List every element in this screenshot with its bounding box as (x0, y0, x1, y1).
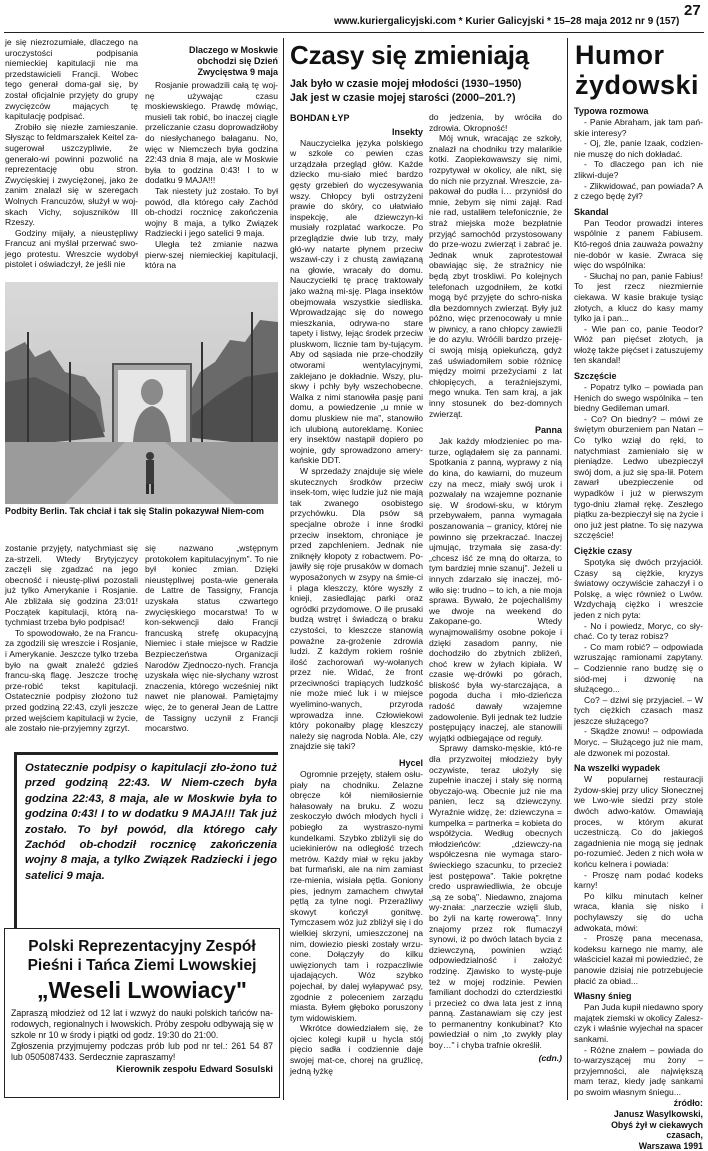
col2-mid-text (145, 543, 278, 734)
humor-text (574, 106, 703, 1151)
paragraph: Spotyka się dwóch przyjaciół. Czasy są ciężkie, kryzys światowy oczywiście zahaczył i o Polskę, a więc również o Lwów. Wzdychają ciężko i wreszcie jeden z nich pyta: (574, 556, 703, 620)
paragraph: - To dlaczego pan ich nie zlikwi-duje? (574, 159, 703, 180)
paragraph: - Proszę nam podać kodeks karny! (574, 869, 703, 891)
humor-heading: Szczęście (574, 371, 617, 382)
page-header (0, 0, 708, 32)
continued-sign: (cdn.) (538, 1052, 562, 1063)
article-col-1 (290, 112, 423, 1076)
paragraph: się nazwano „wstępnym protokołem kapitulacyjnym". To nie był koniec zmian. Dzięki nieustępliwej posta-wie generała de Lattre de Tassigny, Francja uzyskała status czwartego zwycięskiego mocarstwa! To w kon-sekwencji dało Francji francuską strefę okupacyjną Niemiec i stałe miejsce w Radzie Bezpieczeństwa Organizacji Narodów Zjednoczo-nych. Francja uzyskała więc nie-słychany wzrost znaczenia, którego wcześniej nikt nawet nie planował. Pamiętajmy więc, że to generał Jean de Lattre de Tassigny uczynił z Francji mocarstwo. (145, 543, 278, 734)
paragraph: - Popatrz tylko – powiada pan Henich do swego wspólnika – ten biedny Gedileman umarł. (574, 382, 703, 414)
article-title: Czasy się zmieniają (290, 40, 529, 70)
humor-heading: Typowa rozmowa (574, 106, 649, 116)
article-author: BOHDAN ŁYP (290, 113, 350, 123)
ensemble-ad (4, 928, 280, 1098)
source-block (574, 1098, 703, 1151)
column-divider-right (567, 38, 568, 1100)
humor-heading: Ciężkie czasy (574, 545, 633, 556)
paragraph: W popularnej restauracji żydow-skiej przy ulicy Słonecznej we Lwo-wie siedzi przy stole dwóch adwo-katów. Omawiają proces, w którym akurat uczestniczą. Co do jakiegoś zagadnienia nie mogą się jednak po-rozumieć. Jeden z nich woła w końcu kelnera i powiada: (574, 774, 703, 869)
header-site-line: www.kuriergalicyjski.com * Kurier Galicyjski * 15–28 maja 2012 nr 9 (157) (334, 16, 680, 27)
paragraph: Tak niestety już zostało. To był powód, dla którego cały Zachód ob-chodzi rocznicę zakończenia wojny 8 maja, a tylko Związek Radziecki i jego satelici 9 maja. (145, 185, 278, 239)
page-number: 27 (684, 2, 701, 19)
col1-mid-text (5, 543, 138, 734)
article-col-2 (429, 112, 562, 1063)
paragraph: - Zlikwidować, pan powiada? A z czego będę żył? (574, 180, 703, 202)
source-label: źródło: (673, 1098, 703, 1109)
humor-heading: Własny śnieg (574, 991, 632, 1002)
col1-top-text (5, 37, 138, 270)
paragraph: Sprawy damsko-męskie, któ-re dla przyzwoitej młodzieży były oczywiste, teraz ułożyły się zupełnie inaczej i stały się normą obyczajo-wą. Obecnie już nie ma panien, lecz są dziewczyny. Wyraźnie widzę, że: dziewczyna = kumpelka = partnerka = kobieta do współżycia. Według obecnych młodzieńców: „dziewczy-na współczesna nie wymaga staro-świeckiego szacunku, to przecież jest postępowa". Takie pokrętne credo usprawiedliwia, że obcuje „są ze sobą". Niedawno, znajoma wy-znała: „narzeczie wzięli ślub, bo żyli na kartę rowerową". Inny znajomy przez rok flumaczył synowi, iż po dwóch latach bycia z dziewczyną, powinien wziąć odpowiedzialność i założyć rodzinę. Zjawisko to wystę-puje też w mojej rodzinie. Pewien familiant dochodzi do czterdziestki i przecież co dwa lata jest z inną panną. Zastanawiam się czy jest to permanentny konkubinat? Kto powiedział o nim „to zwykły play boy…" i chyba trafnie określił. (429, 743, 562, 1051)
paragraph: Nauczycielka języka polskiego w szkole co pewien czas urządzała przegląd głów. Każde dziecko mu-siało mieć bardzo gęsty grzebień do wyczesywania wszy. Chłopcy byli ostrzyżeni prawie do skóry, co ułatwiało inspekcję, ale dziewczyn-ki musiały rozplatać warkocze. Po przeglądzie dwie lub trzy, mały głó-wy natarte płynem przeciw wszawi-czy i z chustą zawiązaną na głowie, wracały do domu. Nauczycielki tę pracę traktowały jako ważną mi-sję. Plaga insektów obejmowała wszystkie siedliska. Wprowadzając się do nowego mieszkania, odrywa-no stare tapety i listwy, lejąc środek przeciw pluskwom, licznie tam by-tującym. Aby od sąsiada nie prze-chodziły otworami wentylacyjnymi, zaklejano je dokładnie. Wszy, plu-skwy i pchły były wszechobecne. Walka z nimi stanowiła pasję pani domu, a powiedzenie „u mnie w domu pluskiew nie ma", stanowiło ich ulubioną autoreklamę. Koniec ery insektów nastąpił dopiero po wojnie, gdy sprowadzono amery-kańskie DDT. (290, 137, 423, 466)
paragraph: Co? – dziwi się przyjaciel. – W tych ciężkich czasach masz jeszcze służącego? (574, 694, 703, 726)
paragraph: Mój wnuk, wracając ze szkoły, znalazł na chodniku trzy malarikie kotki. Zaopiekowawszy się nimi, rozpytywał w okolicy, ale nikt, się do nich nie przyznał. Wreszcie, za-pakował do pudła i… przyniósł do mnie, żebym się nimi zajął. Rad nie rad, ustaliłem telefonicznie, że straż miejska może bezpłatnie przyjąć samochód przystosowany do prze-wozu zwierząt i zabrać je. Jednak wnuk zaprotestował obawiając się, że strażnicy nie będą zbyt troskliwi. Po kolejnych telefonach uzgodniłem, że kotki mogą być przyjęte do schro-niska dla bezdomnych zwierząt. Były już późno, więc przenocowały u mnie w piwnicy, a rano chłopcy zawieźli je do azylu. Wróćili bardzo przeję-ci swoją misją opiekuńczą, gdyż zaś uświadomiłem sobie różnicę między moimi przeżyciami z lat chłopięcych, a teraźniejszymi, mego wnuka. Ten sam kraj, a jak inny stosunek do bez-domnych zwierząt. (429, 133, 562, 419)
paragraph: - Różne znałem – powiada do to-warzyszącej mu żony – przyjemności, ale największą mam teraz, kiedy jadę sankami po swoim własnym śniegu... (574, 1044, 703, 1097)
header-rule (4, 32, 704, 33)
section-heading-insekty: Insekty (391, 126, 423, 137)
source-line: czasach, (666, 1130, 703, 1141)
paragraph: Ogromnie przejęty, stałem osłu-piały na chodniku. Żelazne obręcze kół niemiłosiernie hałasowały na bruku. Z wozu zeskoczyło dwóch młodych hycli i pobiegło za wystraszo-nymi kundelkami. Szybko zbliżyli się do uciekinierów na odległość trzech metrów. Każdy miał w ręku jakby bat furmański, ale na nim zamiast rze-mienia, wisiała pętla. Goniony pies, jednym zamachem chwytał pętlą za tylne nogi. Przerażliwy skowyt kończył gonitwę. Tymczasem wóz już zbliżył się i do wielkiej skrzyni, umieszczonej na nim, dowiezio pieski zostały wrzu-cone. Dołączyły do kilku uwięzionych tam i rozpaczliwie ujadających. Wóz szybko pojechał, by dalej wyłapywać psy, zgodnie z poleceniem zarządu miasta. Byłem głęboko poruszony tym widowiskiem. (290, 769, 423, 1023)
paragraph: W sprzedaży znajduje się wiele skutecznych środków przeciw insek-tom, więc ludzie już nie mają tak zwanego osobistego przychówku. Dla psów są specjalne obroże i inne środki przeciw insektom, chroniące je przed zapchleniem. Jednak nie zniknęły kłopoty z robactwem. Po-jawiły się roje prusaków w domach wyposażonych w zsypy na śmie-ci i plaga kleszczy, które wyszły z knieji, zasiedlając parki oraz ogródki przydomowe. O ile prusaki budzą wstręt i świadczą o braku czystości, to kleszcze stanowią poważne za-grożenie zdrowia ludzi. Z każdym rokiem rośnie ilość zachorowań wy-wołanych przez nie. Widać, że front przeciwności trapiących ludzkość nie może mieć luk i w miejsce wyelimino-wanych, przyroda wprowadza inne. Człowiekowi który pokonałby plagę kleszczy należy się nagroda Nobla. Ale, czy znajdzie się taki? (290, 466, 423, 752)
paragraph: - Proszę pana mecenasa, kodeksu karnego nie mamy, ale właściciel kazał mi powiedzieć, że panowie dzisiaj nie potrzebujecie płacić za obiad... (574, 933, 703, 986)
section-heading-hycel: Hycel (398, 758, 423, 769)
paragraph: - No i powiedz, Moryc, co sły-chać. Co ty teraz robisz? (574, 620, 703, 642)
humor-heading: Skandal (574, 206, 609, 217)
section-heading-panna: Panna (534, 425, 562, 436)
col2-top-text (145, 37, 278, 271)
paragraph: - Panie Abraham, jak tam pań-skie interesy? (574, 117, 703, 138)
ad-body: Zapraszą młodzież od 12 lat i wzwyż do nauki polskich tańców na-rodowych, regionalnych i lwowskich. Próby zespołu odbywają się w szkole nr 10 w środy i piątki od godz. 19:30 do 21:00. (11, 1008, 273, 1040)
paragraph: - Oj, źle, panie Izaak, codzien-nie muszę do nich dokładać. (574, 138, 703, 159)
photo-berlin (5, 282, 278, 504)
humor-title-1: Humor (575, 40, 665, 70)
paragraph: zostanie przyjęty, natychmiast się za-strzeli. Wtedy Brytyjczycy zaczęli się zgadzać na jego obecność i nieustę-pliwi pozostali już tylko Amerykanie i Rosjanie. Ale zbliżała się godzina 23:01! Początek kapitulacji, którą na-tychmiast trzeba było podpisać! (5, 543, 138, 628)
paragraph: To spowodowało, że na Francu-za zgodzili się wreszcie i Rosjanie, i Amerykanie. Jeszcze tylko trzeba było na gwałt znaleźć gdzieś francu-ską flagę. Jeszcze trochę prze-robić tekst kapitulacji. Ostatecznie podpisy złożono tuż przed godziną 22:43, czyli jeszcze przed wejściem kapitulacji w życie, ale zostało nie-przyjemny zgrzyt. (5, 627, 138, 734)
paragraph: Zrobiło się niezłe zamieszanie. Słysząc to feldmarszałek Keitel za-sugerował uszczypliwie, że generało-wi powinni pozwolić na reprezentację obu stron. Zwycięskiej i zwyciężonej, jako że zanim znalazł się w szeregach Wolnych Francuzów, służył w woj-skach Vichy, sojuszników III Rzeszy. (5, 121, 138, 228)
article-subtitle-2: Jak jest w czasie mojej starości (2000–201.?) (290, 92, 516, 104)
ad-signature: Kierownik zespołu Edward Sosulski (116, 1064, 273, 1074)
paragraph: - Skądże znowu! – odpowiada Moryc. – Służącego już nie mam, ale dzwonek mi pozostał. (574, 726, 703, 758)
ad-contact: Zgłoszenia przyjmujemy podczas prób lub pod nr tel.: 261 54 87 lub 0505087433. Serdecznie zapraszamy! (11, 1041, 273, 1062)
paragraph: - Co mam robić? – odpowiada wzruszając ramionami zapytany. – Codziennie rano budzę się o siód-mej i dzwonię na służącego... (574, 641, 703, 695)
paragraph: Wkrótce dowiedziałem się, że ojciec kolegi kupił u hycla stój pięcio sadła i codziennie daje swojej mat-ce, chorej na gruźlicę, jedną łyżkę (290, 1023, 423, 1076)
humor-title-2: żydowski (575, 70, 700, 100)
pull-quote: Ostatecznie podpisy o kapitulacji zło-żono tuż przed godziną 22:43. W Niem-czech była godzina 22:43, 8 maja, ale w Moskwie była to godzina 0:43! I to w dodatku 9 MAJA!!! Tak już zostało. To był powód, dla którego cały Zachód ob-chodził rocznicę zakończenia wojny 8 maja, a tylko Związek Radziecki i jego satelici 9 maja. (25, 762, 277, 882)
section-heading: Dlaczego w Moskwie obchodzi się Dzień Zwycięstwa 9 maja (188, 45, 278, 77)
photo-caption: Podbity Berlin. Tak chciał i tak się Stalin pokazywał Niem-com (5, 506, 264, 516)
ad-title-line-3: „Weseli Lwowiacy" (37, 977, 247, 1003)
source-line: Obyś żył w ciekawych (611, 1119, 703, 1130)
pull-quote-box (14, 752, 278, 940)
paragraph: je się niezrozumiałe, dlaczego na uroczystości podpisania niemieckiej kapitulacji nie ma przedstawicieli Francji. Wobec tego generał doma-gał się, by został oficjalnie przyjęty do grupy zwycięzców mających tę kapitulację podpisać. (5, 37, 138, 122)
source-line: Warszawa 1991 (638, 1140, 703, 1151)
paragraph: - Słuchaj no pan, panie Fabius! To jest rzecz niezmiernie ciekawa. W kasie brakuje tysiąc złotych, a klucz do kasy mamy tylko ja i pan... (574, 270, 703, 324)
humor-heading: Na wszelki wypadek (574, 763, 661, 774)
paragraph: Rosjanie prowadzili całą tę woj-nę używając czasu moskiewskiego. Prawdę mówiąc, musieli tak robić, bo inaczej ciągle przeliczanie czasu doprowadziłoby do niesłychanego bałaganu. No, więc w Niemczech była godzina 22:43 dnia 8 maja, ale w Moskwie była to godzina 0:43! I to w dodatku 9 MAJA!!! (145, 80, 278, 186)
article-subtitle-1: Jak było w czasie mojej młodości (1930–1950) (290, 78, 522, 90)
paragraph: Uległa też zmianie nazwa pierw-szej niemieckiej kapitulacji, która na (145, 238, 278, 271)
paragraph: Pan Teodor prowadzi interes wspólnie z panem Fabiusem. Któ-regoś dnia zauważa poważny nie-dobór w kasie. Zwraca się więc do wspólnika: (574, 217, 703, 271)
source-line: Janusz Wasylkowski, (613, 1109, 703, 1120)
column-divider (283, 38, 284, 1100)
ad-title-line-2: Pieśni i Tańca Ziemi Lwowskiej (27, 957, 257, 974)
photo-illustration (5, 282, 278, 504)
ad-title-line-1: Polski Reprezentacyjny Zespół (28, 938, 256, 955)
paragraph: Jak każdy młodzieniec po ma-turze, oglądałem się za pannami. Spotkania z panną, wyprawy z nią do kina, do kawiarni, do muzeum czy na mecz, miały swój urok i pozwalały na wzajemne poznanie się. W środowi-sku, w którym przebywałem, panna wymagała poszanowania – granicy, której nie powinno się przekraczać. Inaczej ujmując, trzymała się zasa-dy: „chcesz iść ze mną do ołtarza, to tym bardziej mnie szanuj". Jeżeli u innych zdarzało się inaczej, mó-wiło się: trudno – to ich, a nie moja sprawa. Bywało, że pojechaliśmy we dwoje na weekend do Zakopane-go. Wtedy wynajmowaliśmy osobne pokoje i dzięki zasadom panny, nie dochodziło do zbytnich zbliżeń, choć krew w żyłach kipiała. W czasie wę-drówki po górach, bliskość była wy-starczająca, a pogoda ducha i mło-dzieńcza radość dawały wzajemne zadowolenie. Byli jednak też ludzie postępujący inaczej, ale stanowili wyjątki odbiegające od reguły. (429, 436, 562, 743)
paragraph: do jedzenia, by wróciła do zdrowia. Okropność! (429, 112, 562, 133)
paragraph: Po kilku minutach kelner wraca, kłania się nisko i pochylawszy się do ucha adwokata, mówi: (574, 890, 703, 933)
paragraph: Godziny mijały, a nieustępliwy Francuz ani myślał przerwać swo-jego protestu. Wreszcie wydobył pistolet i oświadczył, że jeśli nie (5, 227, 138, 270)
paragraph: Pan Juda kupił niedawno spory majątek ziemski w okolicy Zalesz-czyk i właśnie wyjechał na spacer sankami. (574, 1002, 703, 1044)
paragraph: - Wie pan co, panie Teodor? Włóż pan pięćset złotych, ja włożę także pięćset i zatuszujemy ten skandal! (574, 323, 703, 366)
paragraph: - Co? On biedny? – mówi ze świętym oburzeniem pan Natan – Co tylko wziął do ręki, to natychmiast zamieniało się w pieniądze. Ledwo ubezpieczył swój dom, a już się spa-lił. Potem zawarł ubezpieczenie od wypadków i już w pierwszym tygo-dniu złamał rękę. Zeszłego piątku za-bezpieczył się na życie i ono już jest płatne. To się nazywa szczęście! (574, 413, 703, 541)
